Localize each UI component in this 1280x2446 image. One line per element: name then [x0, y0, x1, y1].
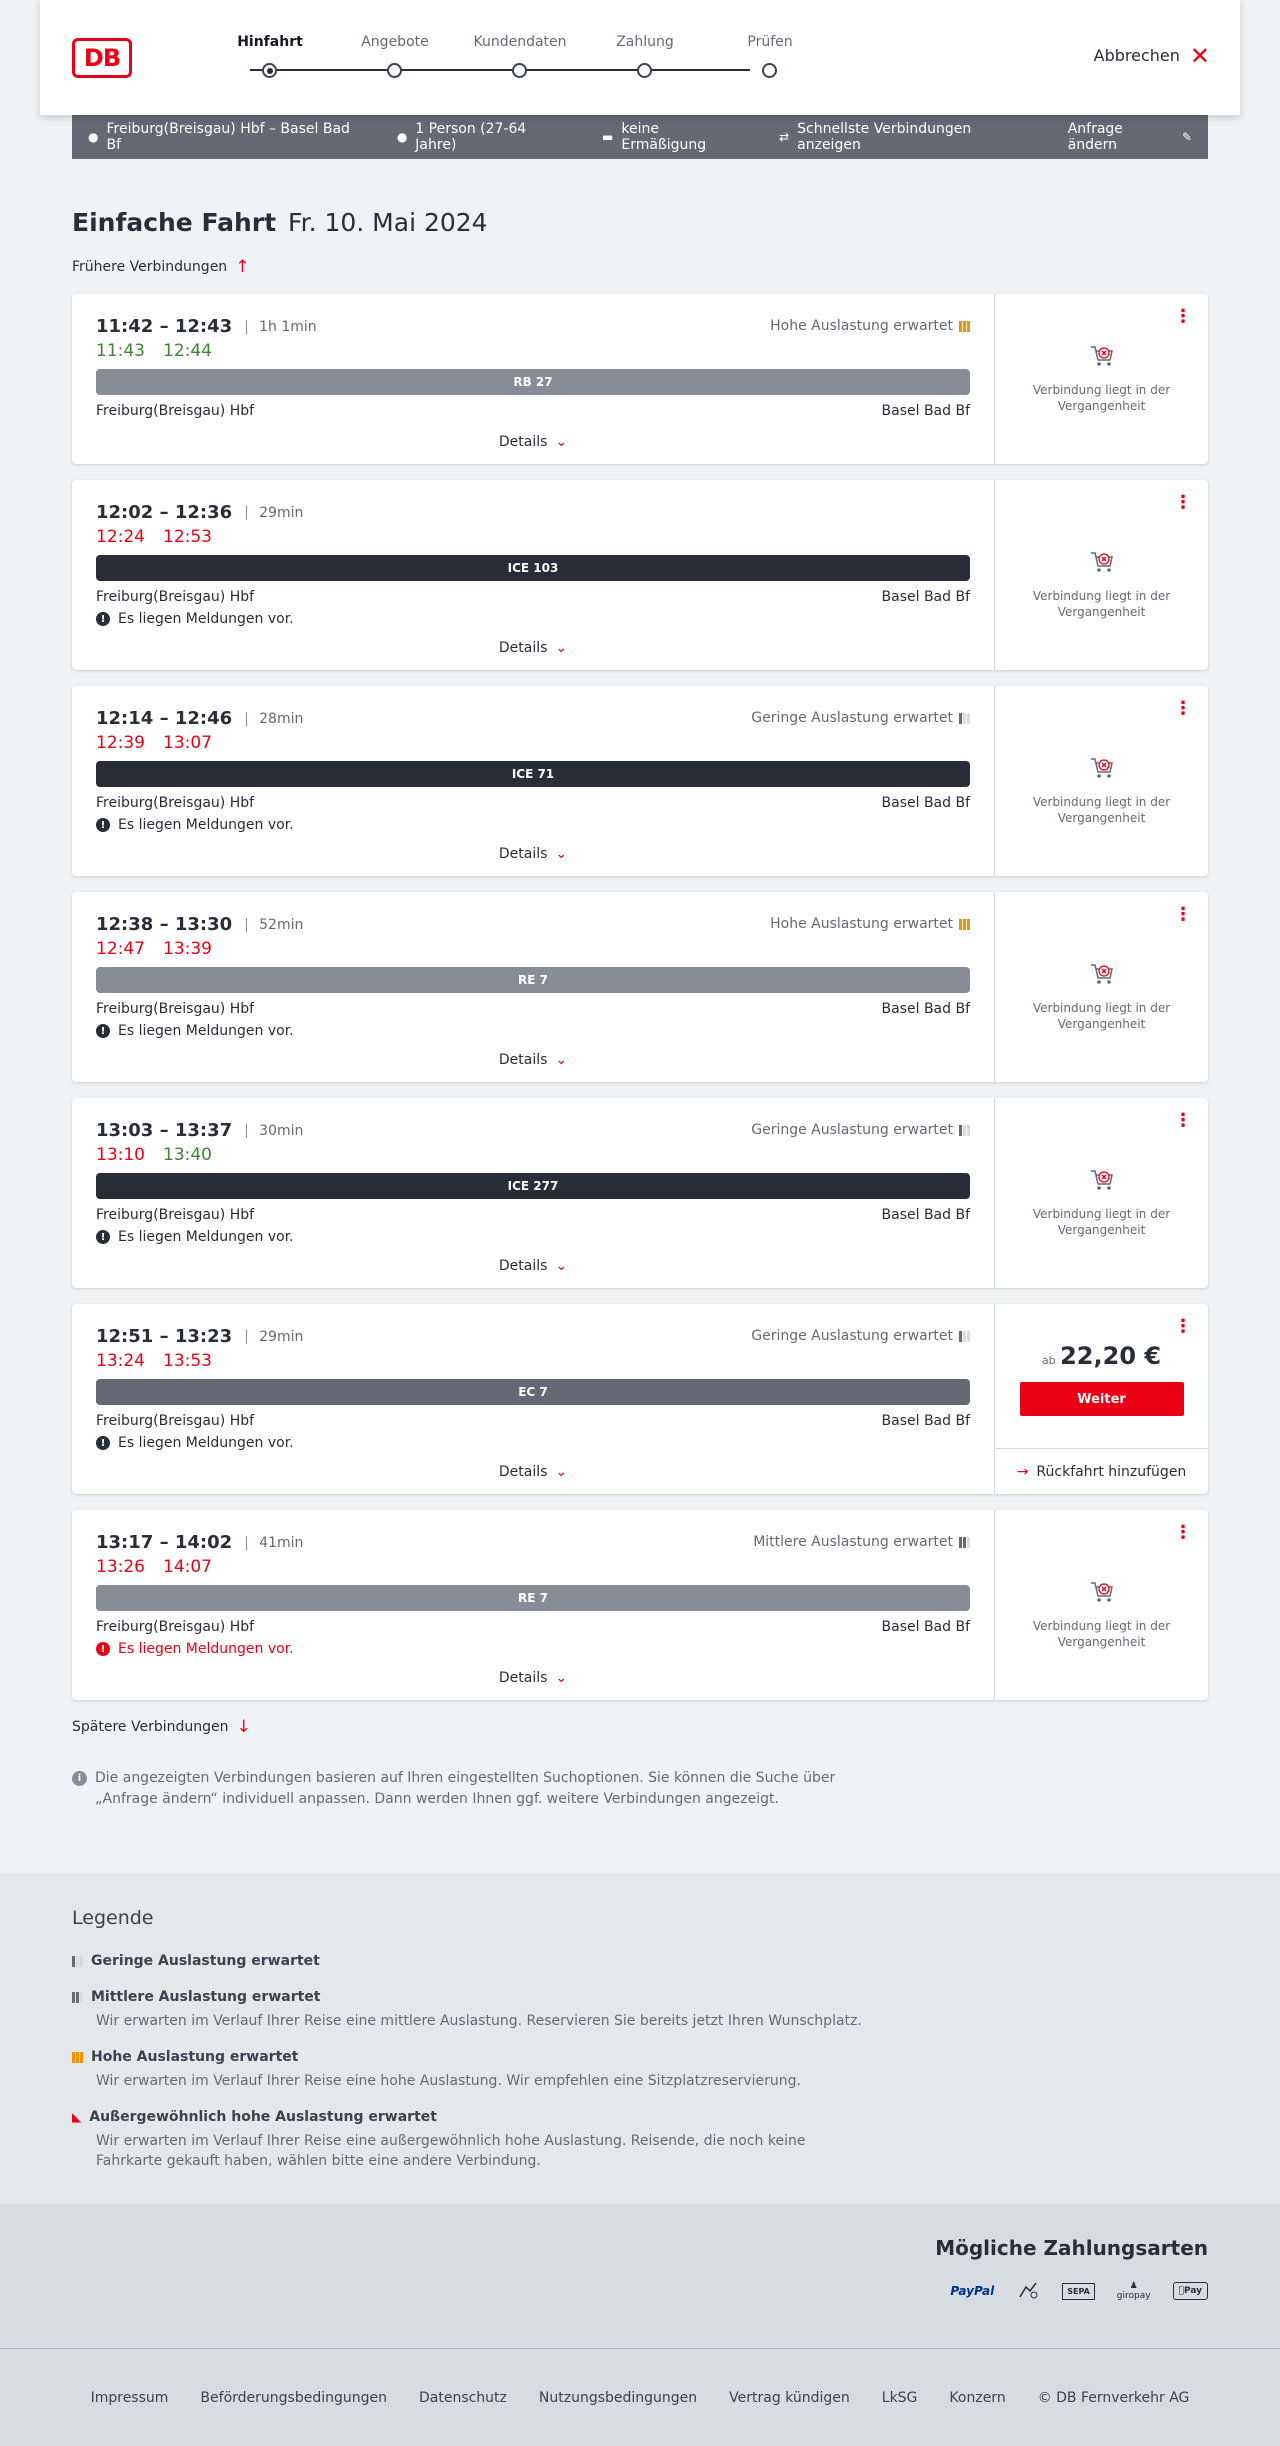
past-text: Verbindung liegt in der Vergangenheit [1032, 383, 1171, 413]
duration: 29min [246, 1330, 303, 1344]
legend-item [72, 1953, 872, 1969]
legend-title-text: Außergewöhnlich hohe Auslastung erwartet [89, 2109, 437, 2125]
stations-row [96, 1207, 970, 1223]
past-text: Verbindung liegt in der Vergangenheit [1032, 1001, 1171, 1031]
route-text: Freiburg(Breisgau) Hbf – Basel Bad Bf [106, 121, 350, 153]
realtime-departure: 12:47 [96, 939, 145, 959]
legend-item [72, 2109, 872, 2171]
connection-times [96, 502, 970, 523]
realtime-arrival: 12:53 [163, 527, 212, 547]
location-pin-icon: ● [88, 130, 99, 144]
progress-stepper [210, 34, 793, 84]
load-text: Hohe Auslastung erwartet [770, 916, 953, 932]
notice-text: Es liegen Meldungen vor. [118, 1023, 294, 1039]
details-label: Details [498, 1670, 548, 1686]
train-bar[interactable]: EC 7 [96, 1379, 970, 1405]
connection-card [72, 686, 1208, 876]
notice-text: Es liegen Meldungen vor. [118, 817, 294, 833]
realtime-times [96, 1351, 970, 1373]
duration: 29min [246, 506, 303, 520]
load-icon [72, 1956, 83, 1967]
creditcard-icon [1016, 2278, 1040, 2304]
past-text: Verbindung liegt in der Vergangenheit [1032, 795, 1171, 825]
load-icon [959, 919, 970, 930]
cart-unavailable-icon [1088, 1578, 1116, 1606]
past-text: Verbindung liegt in der Vergangenheit [1032, 1207, 1171, 1237]
notice-text: Es liegen Meldungen vor. [118, 1229, 294, 1245]
stations-row [96, 589, 970, 605]
connection-main [72, 892, 995, 1082]
cancel-button[interactable] [1093, 41, 1210, 70]
giropay-label: giropay [1116, 2291, 1151, 2301]
page-title [72, 208, 488, 237]
realtime-arrival: 13:53 [163, 1351, 212, 1371]
notice-message[interactable] [96, 1023, 970, 1039]
step-pruefen [710, 34, 830, 50]
connection-side [995, 1304, 1208, 1494]
footer-link: © DB Fernverkehr AG [1037, 2390, 1190, 2406]
top-header [40, 0, 1240, 115]
applepay-icon [1173, 2278, 1208, 2304]
departure-station: Freiburg(Breisgau) Hbf [96, 1413, 255, 1429]
chevron-down-icon: ⌄ [555, 1258, 568, 1274]
train-bar[interactable]: RE 7 [96, 967, 970, 993]
sepa-icon: SEPA [1062, 2278, 1095, 2304]
realtime-departure: 11:43 [96, 341, 145, 361]
applepay-label: Pay [1173, 2282, 1208, 2300]
arrow-up-icon: ↑ [235, 257, 250, 277]
load-icon [959, 713, 970, 724]
connection-main [72, 480, 995, 670]
step-zahlung [585, 34, 705, 50]
past-connection-note [995, 1166, 1208, 1238]
details-label: Details [498, 846, 548, 862]
cart-unavailable-icon [1088, 342, 1116, 370]
arrival-station: Basel Bad Bf [881, 795, 970, 811]
legend-title: Legende [72, 1907, 154, 1929]
realtime-arrival: 14:07 [163, 1557, 212, 1577]
legend-item [72, 2049, 872, 2091]
step-label: Angebote [361, 34, 429, 50]
realtime-arrival: 13:07 [163, 733, 212, 753]
connection-side [995, 1098, 1208, 1288]
add-return-trip-link[interactable] [995, 1448, 1208, 1494]
past-text: Verbindung liegt in der Vergangenheit [1032, 1619, 1171, 1649]
realtime-times [96, 341, 970, 363]
train-bar[interactable]: RB 27 [96, 369, 970, 395]
details-label: Details [498, 1052, 548, 1068]
card-icon: ▬ [602, 130, 614, 144]
footer-link[interactable]: Konzern [949, 2390, 1006, 2406]
planned-times: 13:03 – 13:37 [96, 1120, 233, 1141]
load-indicator [751, 1328, 970, 1344]
stations-row [96, 795, 970, 811]
chevron-down-icon: ⌄ [555, 846, 568, 862]
step-dot [262, 63, 277, 78]
departure-station: Freiburg(Breisgau) Hbf [96, 403, 255, 419]
stations-row [96, 1413, 970, 1429]
notice-text: Es liegen Meldungen vor. [118, 611, 294, 627]
earlier-connections-link[interactable] [72, 257, 249, 277]
change-label: Anfrage ändern [1067, 121, 1123, 153]
stations-row [96, 1619, 970, 1635]
legend-item-title [72, 2049, 872, 2065]
duration: 1h 1min [246, 320, 317, 334]
realtime-departure: 12:39 [96, 733, 145, 753]
realtime-times [96, 939, 970, 961]
notice-text: Es liegen Meldungen vor. [118, 1435, 294, 1451]
connection-main [72, 294, 995, 464]
details-toggle[interactable] [72, 640, 994, 656]
footer-link[interactable]: Nutzungsbedingungen [538, 2390, 698, 2406]
load-indicator [770, 916, 970, 932]
continue-button[interactable]: Weiter [1020, 1382, 1184, 1416]
legend-item-title [72, 1989, 872, 2005]
payment-icons [950, 2278, 1208, 2304]
price-block [995, 1342, 1208, 1370]
load-icon [959, 1331, 970, 1342]
fastest-toggle[interactable] [779, 121, 1034, 153]
notice-message[interactable] [96, 817, 970, 833]
past-text: Verbindung liegt in der Vergangenheit [1032, 589, 1171, 619]
duration: 30min [246, 1124, 303, 1138]
chevron-down-icon: ⌄ [555, 1052, 568, 1068]
arrival-station: Basel Bad Bf [881, 403, 970, 419]
load-icon: ◣ [72, 2110, 82, 2124]
load-text: Geringe Auslastung erwartet [751, 1122, 953, 1138]
cart-unavailable-icon [1088, 1166, 1116, 1194]
departure-station: Freiburg(Breisgau) Hbf [96, 1001, 255, 1017]
more-options-icon[interactable]: ⋮ [1174, 698, 1192, 719]
step-dot [762, 63, 777, 78]
traveler-info [397, 121, 568, 153]
stations-row [96, 403, 970, 419]
realtime-times [96, 1145, 970, 1167]
connection-main [72, 1098, 995, 1288]
alert-icon: ! [96, 818, 110, 832]
connection-side [995, 1510, 1208, 1700]
payment-section [0, 2204, 1280, 2348]
load-icon [959, 321, 970, 332]
legend-item-title [72, 1953, 872, 1969]
footer-link[interactable]: Impressum [90, 2390, 169, 2406]
details-toggle[interactable] [72, 1464, 994, 1480]
details-toggle[interactable] [72, 1052, 994, 1068]
arrival-station: Basel Bad Bf [881, 1413, 970, 1429]
change-request-button[interactable] [1068, 121, 1192, 153]
planned-times: 11:42 – 12:43 [96, 316, 233, 337]
departure-station: Freiburg(Breisgau) Hbf [96, 589, 255, 605]
legend-description: Wir erwarten im Verlauf Ihrer Reise eine hohe Auslastung. Wir empfehlen eine Sitzplatzreservierung. [96, 2073, 801, 2089]
load-indicator [753, 1534, 970, 1550]
planned-times: 12:14 – 12:46 [96, 708, 233, 729]
cart-unavailable-icon [1088, 548, 1116, 576]
past-connection-note [995, 754, 1208, 826]
connection-card [72, 892, 1208, 1082]
details-label: Details [498, 434, 548, 450]
legend-item-title [72, 2109, 872, 2125]
earlier-label: Frühere Verbindungen [72, 259, 228, 275]
trip-type: Einfache Fahrt [72, 208, 277, 237]
connection-side [995, 480, 1208, 670]
load-icon [959, 1125, 970, 1136]
details-toggle[interactable] [72, 846, 994, 862]
load-indicator [751, 1122, 970, 1138]
load-text: Mittlere Auslastung erwartet [753, 1534, 953, 1550]
alert-icon: ! [96, 1436, 110, 1450]
train-bar[interactable]: ICE 71 [96, 761, 970, 787]
details-label: Details [498, 1258, 548, 1274]
past-connection-note [995, 1578, 1208, 1650]
more-options-icon[interactable]: ⋮ [1174, 1110, 1192, 1131]
stations-row [96, 1001, 970, 1017]
step-dot [387, 63, 402, 78]
train-bar[interactable]: RE 7 [96, 1585, 970, 1611]
load-icon [72, 2052, 83, 2063]
footer [0, 2348, 1280, 2446]
legend-description: Wir erwarten im Verlauf Ihrer Reise eine mittlere Auslastung. Reservieren Sie bereits jetzt Ihren Wunschplatz. [96, 2013, 862, 2029]
giropay-glyph: ♟ [1129, 2281, 1138, 2291]
step-label: Kundendaten [473, 34, 567, 50]
step-hinfahrt [210, 34, 330, 50]
discount-text: keine Ermäßigung [621, 121, 707, 153]
details-toggle[interactable] [72, 1670, 994, 1686]
legend-title-text: Mittlere Auslastung erwartet [91, 1989, 321, 2005]
legend-item [72, 1989, 872, 2031]
arrival-station: Basel Bad Bf [881, 589, 970, 605]
more-options-icon[interactable]: ⋮ [1174, 904, 1192, 925]
traveler-text: 1 Person (27-64 Jahre) [415, 121, 527, 153]
payment-title: Mögliche Zahlungsarten [935, 2236, 1208, 2260]
step-label: Prüfen [747, 34, 793, 50]
cart-unavailable-icon [1088, 960, 1116, 988]
realtime-times [96, 1557, 970, 1579]
info-note [72, 1768, 852, 1810]
price-prefix: ab [1041, 1354, 1056, 1367]
alert-icon: ! [96, 1024, 110, 1038]
notice-message[interactable] [96, 1229, 970, 1245]
pencil-icon: ✎ [1181, 130, 1192, 144]
footer-link[interactable]: Beförderungsbedingungen [200, 2390, 387, 2406]
arrow-down-icon: ↓ [236, 1717, 251, 1737]
connection-main [72, 1510, 995, 1700]
realtime-times [96, 733, 970, 755]
train-bar[interactable]: ICE 103 [96, 555, 970, 581]
legend-title-text: Hohe Auslastung erwartet [91, 2049, 299, 2065]
search-summary-bar [72, 115, 1208, 159]
realtime-departure: 13:24 [96, 1351, 145, 1371]
stepper-line [250, 69, 750, 71]
departure-station: Freiburg(Breisgau) Hbf [96, 1619, 255, 1635]
step-label: Hinfahrt [237, 34, 303, 50]
trip-date: Fr. 10. Mai 2024 [288, 208, 488, 237]
load-text: Hohe Auslastung erwartet [770, 318, 953, 334]
footer-link[interactable]: LkSG [881, 2390, 918, 2406]
arrow-right-icon: → [1016, 1463, 1029, 1480]
duration: 52min [246, 918, 303, 932]
load-icon [72, 1992, 83, 2003]
connection-card [72, 1304, 1208, 1494]
realtime-departure: 13:10 [96, 1145, 145, 1165]
details-toggle[interactable] [72, 1258, 994, 1274]
details-toggle[interactable] [72, 434, 994, 450]
connection-main [72, 1304, 995, 1494]
giropay-icon [1117, 2278, 1151, 2304]
later-label: Spätere Verbindungen [72, 1719, 229, 1735]
connection-side [995, 892, 1208, 1082]
realtime-arrival: 13:39 [163, 939, 212, 959]
info-icon: i [72, 1771, 87, 1786]
chevron-down-icon: ⌄ [555, 434, 568, 450]
legend-section [0, 1873, 1280, 2204]
fastest-text: Schnellste Verbindungen anzeigen [797, 121, 972, 153]
connection-card [72, 1510, 1208, 1700]
chevron-down-icon: ⌄ [555, 1670, 568, 1686]
person-icon: ● [396, 130, 408, 144]
chevron-down-icon: ⌄ [555, 640, 568, 656]
legend-description: Wir erwarten im Verlauf Ihrer Reise eine außergewöhnlich hohe Auslastung. Reisende, die noch keine Fahrkarte gekauft haben, wählen bitte eine andere Verbindung. [96, 2133, 806, 2169]
realtime-departure: 13:26 [96, 1557, 145, 1577]
db-logo[interactable]: DB [72, 38, 132, 78]
connection-card [72, 480, 1208, 670]
cart-unavailable-icon [1088, 754, 1116, 782]
load-text: Geringe Auslastung erwartet [751, 1328, 953, 1344]
realtime-arrival: 13:40 [163, 1145, 212, 1165]
price-value: 22,20 € [1060, 1342, 1162, 1370]
return-label: Rückfahrt hinzufügen [1036, 1463, 1187, 1480]
alert-icon: ! [96, 1230, 110, 1244]
past-connection-note [995, 342, 1208, 414]
past-connection-note [995, 960, 1208, 1032]
route-info [88, 121, 363, 153]
past-connection-note [995, 548, 1208, 620]
more-options-icon[interactable]: ⋮ [1174, 492, 1192, 513]
departure-station: Freiburg(Breisgau) Hbf [96, 795, 255, 811]
realtime-arrival: 12:44 [163, 341, 212, 361]
load-indicator [770, 318, 970, 334]
more-options-icon[interactable]: ⋮ [1174, 306, 1192, 327]
planned-times: 12:02 – 12:36 [96, 502, 233, 523]
planned-times: 13:17 – 14:02 [96, 1532, 233, 1553]
legend-title-text: Geringe Auslastung erwartet [91, 1953, 320, 1969]
alert-icon: ! [96, 612, 110, 626]
connection-card [72, 294, 1208, 464]
later-connections-link[interactable] [72, 1717, 251, 1737]
planned-times: 12:51 – 13:23 [96, 1326, 233, 1347]
notice-text: Es liegen Meldungen vor. [118, 1641, 294, 1657]
step-kundendaten [460, 34, 580, 50]
load-indicator [751, 710, 970, 726]
details-label: Details [498, 1464, 548, 1480]
swap-icon: ⇄ [779, 130, 790, 144]
arrival-station: Basel Bad Bf [881, 1001, 970, 1017]
duration: 28min [246, 712, 303, 726]
connection-side [995, 686, 1208, 876]
connection-main [72, 686, 995, 876]
duration: 41min [246, 1536, 303, 1550]
planned-times: 12:38 – 13:30 [96, 914, 233, 935]
chevron-down-icon: ⌄ [555, 1464, 568, 1480]
cancel-label: Abbrechen [1093, 46, 1180, 65]
arrival-station: Basel Bad Bf [881, 1619, 970, 1635]
more-options-icon[interactable]: ⋮ [1174, 1522, 1192, 1543]
details-label: Details [498, 640, 548, 656]
footer-link[interactable]: Vertrag kündigen [729, 2390, 850, 2406]
connection-side [995, 294, 1208, 464]
notice-message[interactable] [96, 611, 970, 627]
step-angebote [335, 34, 455, 50]
realtime-departure: 12:24 [96, 527, 145, 547]
footer-link[interactable]: Datenschutz [418, 2390, 507, 2406]
departure-station: Freiburg(Breisgau) Hbf [96, 1207, 255, 1223]
alert-icon: ! [96, 1642, 110, 1656]
close-icon: ✕ [1189, 41, 1210, 70]
info-note-text: Die angezeigten Verbindungen basieren auf Ihren eingestellten Suchoptionen. Sie können die Suche über „Anfrage ändern“ individuell anpassen. Dann werden Ihnen ggf. weitere Verbindungen angezeigt. [95, 1770, 836, 1807]
step-label: Zahlung [616, 34, 674, 50]
realtime-times [96, 527, 970, 549]
arrival-station: Basel Bad Bf [881, 1207, 970, 1223]
connection-card [72, 1098, 1208, 1288]
load-icon [959, 1537, 970, 1548]
notice-message[interactable] [96, 1641, 970, 1657]
paypal-icon: PayPal [950, 2284, 995, 2298]
load-text: Geringe Auslastung erwartet [751, 710, 953, 726]
more-options-icon[interactable]: ⋮ [1174, 1316, 1192, 1337]
train-bar[interactable]: ICE 277 [96, 1173, 970, 1199]
step-dot [512, 63, 527, 78]
step-dot [637, 63, 652, 78]
discount-info [602, 121, 745, 153]
notice-message[interactable] [96, 1435, 970, 1451]
